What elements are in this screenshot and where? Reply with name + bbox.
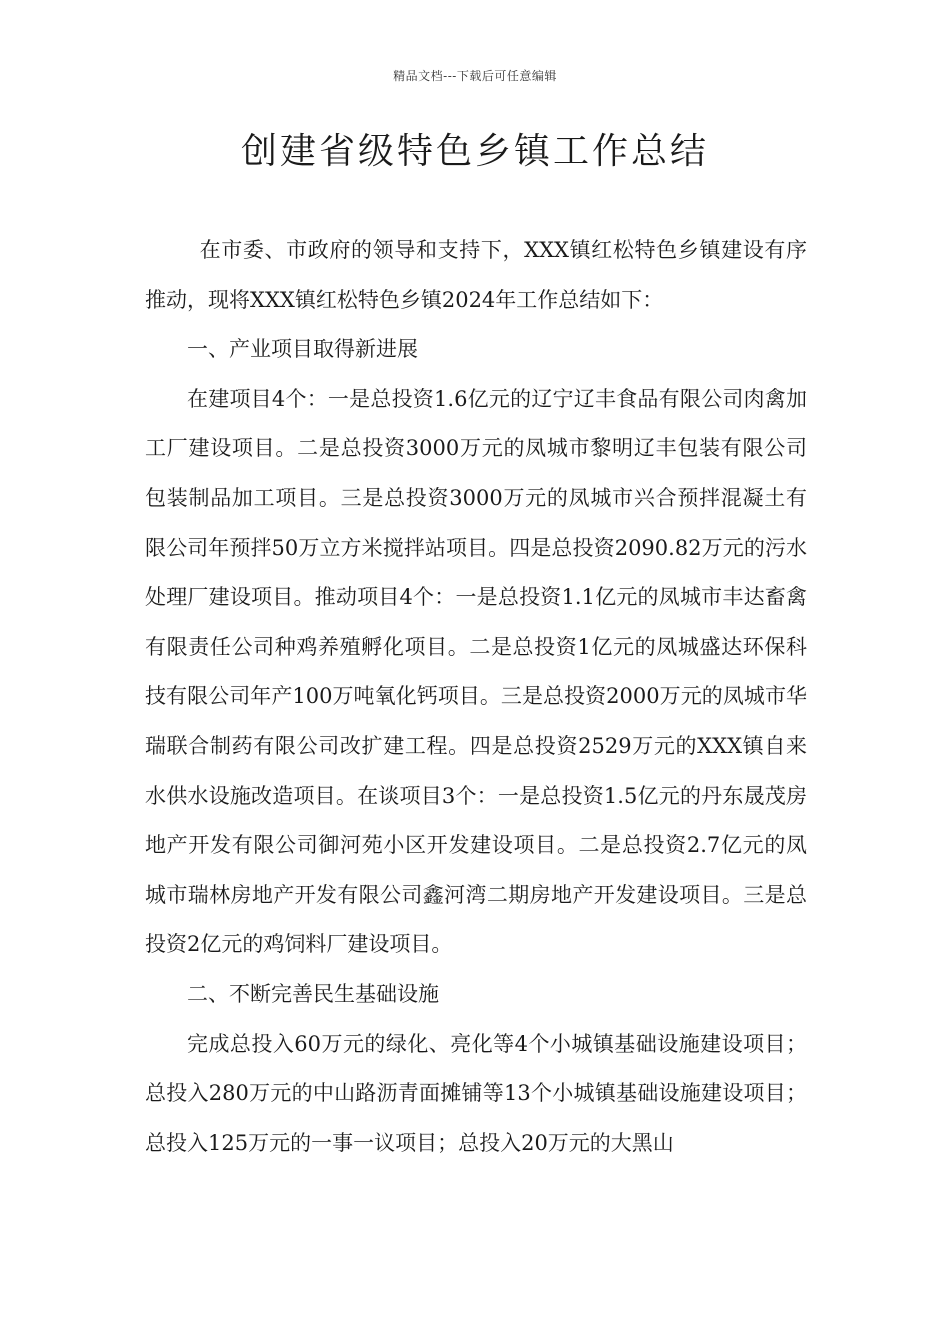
paragraph-infrastructure: 完成总投入60万元的绿化、亮化等4个小城镇基础设施建设项目；总投入280万元的中山路沥青面摊铺等13个小城镇基础设施建设项目；总投入125万元的一事一议项目；总投入20万元的大黑山 xyxy=(145,1031,807,1155)
paragraph-projects: 在建项目4个：一是总投资1.6亿元的辽宁辽丰食品有限公司肉禽加工厂建设项目。二是总投资3000万元的凤城市黎明辽丰包装有限公司包装制品加工项目。三是总投资3000万元的凤城市兴合预拌混凝土有限公司年预拌50万立方米搅拌站项目。四是总投资2090.82万元的污水处理厂建设项目。推动项目4个：一是总投资1.1亿元的凤城市丰达畜禽有限责任公司种鸡养殖孵化项目。二是总投资1亿元的凤城盛达环保科技有限公司年产100万吨氧化钙项目。三是总投资2000万元的凤城市华瑞联合制药有限公司改扩建工程。四是总投资2529万元的XXX镇自来水供水设施改造项目。在谈项目3个：一是总投资1.5亿元的丹东晟茂房地产开发有限公司御河苑小区开发建设项目。二是总投资2.7亿元的凤城市瑞林房地产开发有限公司鑫河湾二期房地产开发建设项目。三是总投资2亿元的鸡饲料厂建设项目。 xyxy=(145,386,807,957)
header-note: 精品文档---下载后可任意编辑 xyxy=(393,69,557,83)
document-title: 创建省级特色乡镇工作总结 xyxy=(240,131,709,172)
section-heading-1: 一、产业项目取得新进展 xyxy=(187,337,418,362)
intro-paragraph: 在市委、市政府的领导和支持下，XXX镇红松特色乡镇建设有序推动，现将XXX镇红松特色乡镇2024年工作总结如下： xyxy=(145,238,807,312)
document-body xyxy=(145,226,807,1168)
section-heading-2: 二、不断完善民生基础设施 xyxy=(187,981,439,1006)
